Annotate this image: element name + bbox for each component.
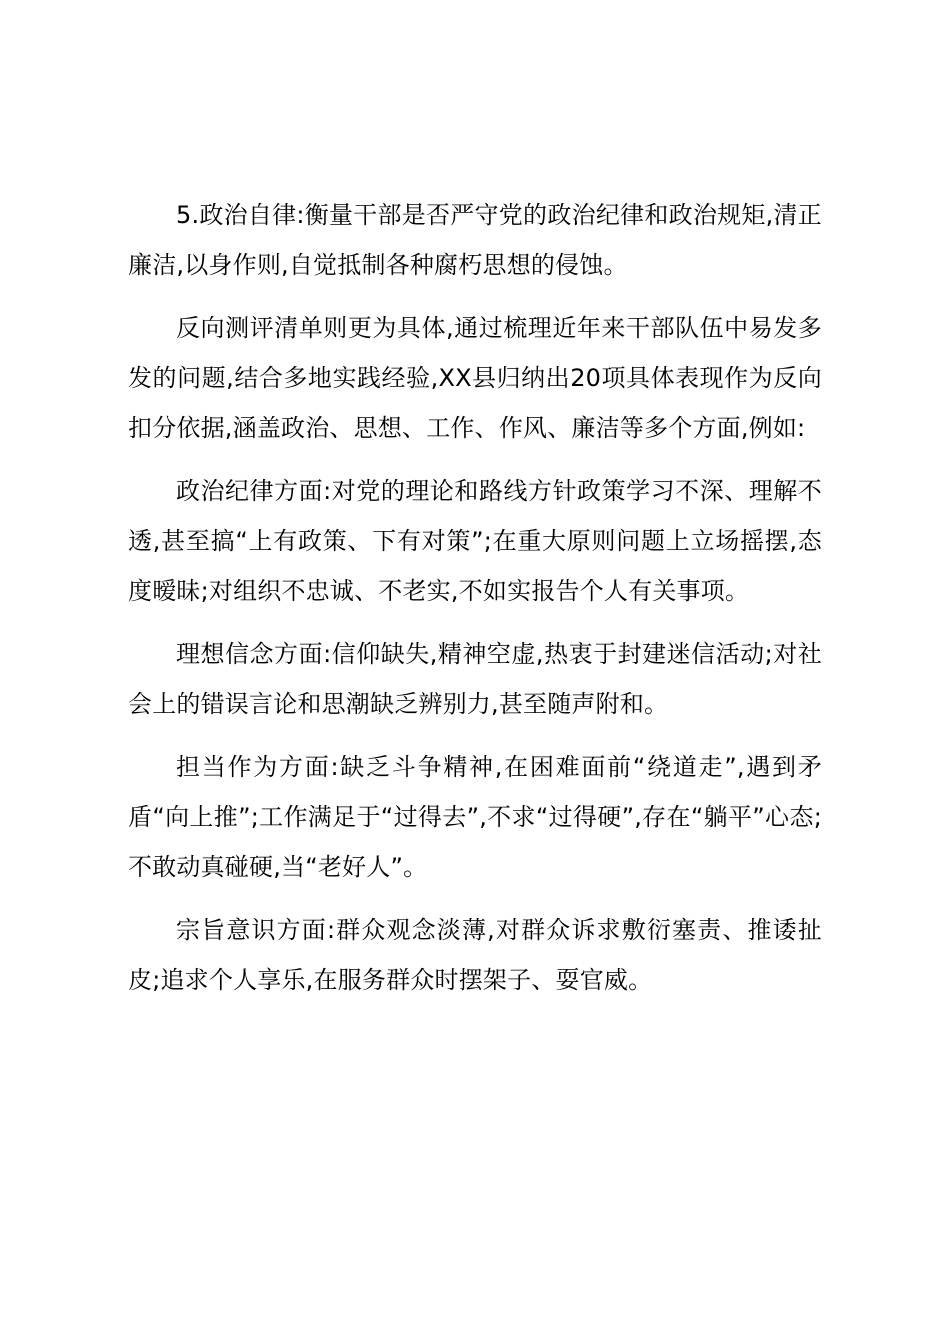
paragraph-political-self-discipline: 5.政治自律:衡量干部是否严守党的政治纪律和政治规矩,清正廉洁,以身作则,自觉抵制各种腐朽思想的侵蚀。 [128, 201, 822, 279]
paragraph-responsibility: 担当作为方面:缺乏斗争精神,在困难面前“绕道走”,遇到矛盾“向上推”;工作满足于“过得去”,不求“过得硬”,存在“躺平”心态;不敢动真碰硬,当“老好人”。 [128, 753, 822, 881]
paragraph-reverse-evaluation-list: 反向测评清单则更为具体,通过梳理近年来干部队伍中易发多发的问题,结合多地实践经验,XX县归纳出20项具体表现作为反向扣分依据,涵盖政治、思想、工作、作风、廉洁等多个方面,例如: [128, 314, 822, 442]
paragraph-purpose-awareness: 宗旨意识方面:群众观念淡薄,对群众诉求敷衍塞责、推诿扯皮;追求个人享乐,在服务群众时摆架子、耍官威。 [128, 916, 822, 994]
document-body [128, 190, 822, 1018]
paragraph-ideals-beliefs: 理想信念方面:信仰缺失,精神空虚,热衷于封建迷信活动;对社会上的错误言论和思潮缺乏辨别力,甚至随声附和。 [128, 640, 822, 718]
paragraph-political-discipline: 政治纪律方面:对党的理论和路线方针政策学习不深、理解不透,甚至搞“上有政策、下有对策”;在重大原则问题上立场摇摆,态度暧昧;对组织不忠诚、不老实,不如实报告个人有关事项。 [128, 477, 822, 605]
